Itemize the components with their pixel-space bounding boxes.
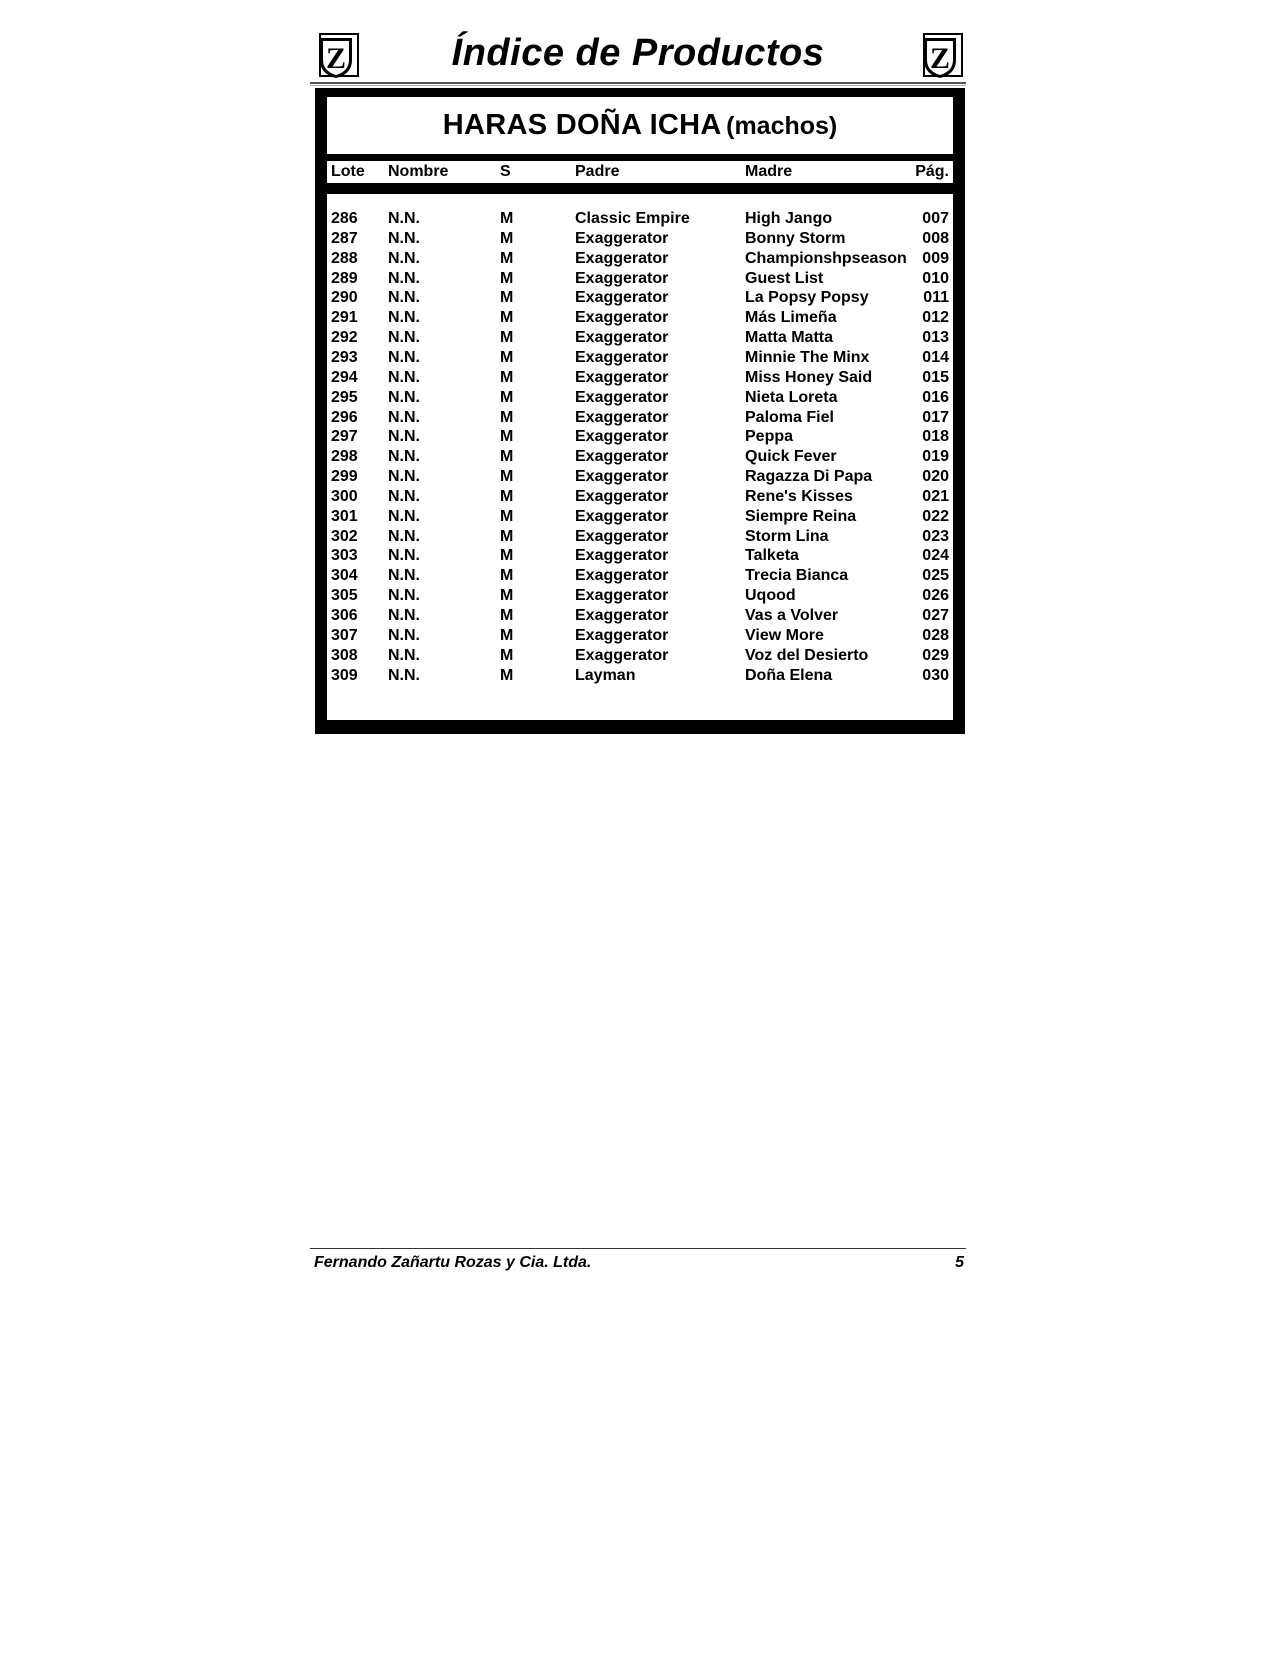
- cell-sexo: M: [500, 329, 514, 347]
- cell-nombre: N.N.: [388, 329, 420, 347]
- cell-padre: Layman: [575, 666, 636, 684]
- table-row: [327, 585, 953, 606]
- cell-madre: Paloma Fiel: [745, 408, 834, 426]
- cell-pagina: 028: [922, 626, 949, 644]
- cell-sexo: M: [500, 607, 514, 624]
- cell-sexo: M: [500, 626, 514, 644]
- cell-sexo: M: [500, 666, 514, 684]
- cell-nombre: N.N.: [388, 210, 420, 227]
- table-row: [327, 665, 953, 686]
- cell-nombre: N.N.: [388, 468, 420, 486]
- cell-lote: 295: [331, 388, 358, 406]
- cell-lote: 292: [331, 329, 358, 347]
- column-header-pagina: Pág.: [915, 163, 949, 180]
- cell-padre: Exaggerator: [575, 388, 669, 406]
- column-header-nombre: Nombre: [388, 163, 449, 180]
- cell-lote: 299: [331, 468, 358, 486]
- cell-pagina: 018: [922, 428, 949, 446]
- cell-pagina: 030: [922, 666, 949, 684]
- cell-padre: Exaggerator: [575, 448, 669, 466]
- table-row: [327, 287, 953, 308]
- cell-madre: Doña Elena: [745, 666, 833, 684]
- cell-nombre: N.N.: [388, 368, 420, 386]
- column-header-lote: Lote: [331, 163, 365, 180]
- cell-sexo: M: [500, 249, 514, 267]
- cell-madre: Guest List: [745, 269, 824, 287]
- cell-lote: 305: [331, 587, 358, 605]
- cell-pagina: 025: [922, 567, 949, 585]
- cell-sexo: M: [500, 388, 514, 406]
- table-row: [327, 466, 953, 487]
- cell-madre: Siempre Reina: [745, 507, 857, 525]
- cell-nombre: N.N.: [388, 567, 420, 585]
- cell-lote: 301: [331, 507, 358, 525]
- cell-padre: Exaggerator: [575, 646, 669, 664]
- cell-pagina: 026: [922, 587, 949, 605]
- cell-pagina: 016: [922, 388, 949, 406]
- cell-nombre: N.N.: [388, 527, 420, 545]
- cell-madre: Championshpseason: [745, 249, 907, 267]
- cell-nombre: N.N.: [388, 587, 420, 605]
- page-number: 5: [955, 1254, 964, 1271]
- cell-lote: 304: [331, 567, 358, 585]
- logo-letter: Z: [929, 42, 951, 75]
- cell-nombre: N.N.: [388, 289, 420, 307]
- table-row: [327, 407, 953, 428]
- cell-madre: Uqood: [745, 587, 796, 605]
- cell-padre: Exaggerator: [575, 607, 669, 624]
- table-body: [327, 194, 953, 720]
- cell-padre: Exaggerator: [575, 329, 669, 347]
- cell-padre: Exaggerator: [575, 368, 669, 386]
- column-header-madre: Madre: [745, 163, 793, 180]
- cell-pagina: 029: [922, 646, 949, 664]
- cell-padre: Exaggerator: [575, 547, 669, 565]
- table-row: [327, 526, 953, 547]
- cell-padre: Exaggerator: [575, 468, 669, 486]
- cell-madre: Bonny Storm: [745, 229, 846, 247]
- table-row: [327, 327, 953, 348]
- cell-lote: 298: [331, 448, 358, 466]
- table-row: [327, 565, 953, 586]
- cell-pagina: 013: [922, 329, 949, 347]
- cell-nombre: N.N.: [388, 487, 420, 505]
- index-frame: [315, 88, 965, 734]
- cell-nombre: N.N.: [388, 507, 420, 525]
- cell-lote: 291: [331, 309, 358, 327]
- cell-nombre: N.N.: [388, 448, 420, 466]
- section-title-box: [327, 97, 953, 154]
- table-row: [327, 446, 953, 467]
- cell-lote: 307: [331, 626, 358, 644]
- cell-sexo: M: [500, 229, 514, 247]
- cell-pagina: 007: [922, 210, 949, 227]
- cell-nombre: N.N.: [388, 408, 420, 426]
- table-row: [327, 645, 953, 666]
- table-row: [327, 268, 953, 289]
- cell-padre: Exaggerator: [575, 507, 669, 525]
- cell-lote: 297: [331, 428, 358, 446]
- cell-padre: Exaggerator: [575, 487, 669, 505]
- cell-sexo: M: [500, 646, 514, 664]
- cell-madre: Matta Matta: [745, 329, 834, 347]
- cell-pagina: 024: [922, 547, 949, 565]
- cell-nombre: N.N.: [388, 547, 420, 565]
- cell-padre: Exaggerator: [575, 249, 669, 267]
- cell-lote: 306: [331, 607, 358, 624]
- table-row: [327, 248, 953, 269]
- cell-lote: 296: [331, 408, 358, 426]
- cell-sexo: M: [500, 408, 514, 426]
- cell-lote: 308: [331, 646, 358, 664]
- cell-lote: 294: [331, 368, 358, 386]
- table-row: [327, 307, 953, 328]
- cell-pagina: 023: [922, 527, 949, 545]
- footer-divider: [310, 1248, 966, 1249]
- cell-madre: Voz del Desierto: [745, 646, 869, 664]
- cell-pagina: 011: [923, 289, 949, 307]
- cell-padre: Exaggerator: [575, 428, 669, 446]
- page-header: [310, 30, 966, 86]
- cell-lote: 302: [331, 527, 358, 545]
- table-row: [327, 208, 953, 229]
- cell-nombre: N.N.: [388, 626, 420, 644]
- cell-lote: 286: [331, 210, 358, 227]
- cell-lote: 287: [331, 229, 358, 247]
- cell-madre: Rene's Kisses: [745, 487, 853, 505]
- cell-nombre: N.N.: [388, 269, 420, 287]
- cell-lote: 309: [331, 666, 358, 684]
- cell-nombre: N.N.: [388, 388, 420, 406]
- cell-sexo: M: [500, 587, 514, 605]
- cell-madre: Talketa: [745, 547, 799, 565]
- cell-padre: Exaggerator: [575, 587, 669, 605]
- column-header-sexo: S: [500, 163, 511, 180]
- table-row: [327, 625, 953, 646]
- cell-sexo: M: [500, 448, 514, 466]
- cell-padre: Exaggerator: [575, 527, 669, 545]
- cell-pagina: 027: [922, 607, 949, 624]
- table-row: [327, 506, 953, 527]
- cell-nombre: N.N.: [388, 666, 420, 684]
- cell-nombre: N.N.: [388, 309, 420, 327]
- cell-sexo: M: [500, 269, 514, 287]
- table-row: [327, 426, 953, 447]
- cell-sexo: M: [500, 468, 514, 486]
- cell-padre: Exaggerator: [575, 408, 669, 426]
- cell-padre: Exaggerator: [575, 626, 669, 644]
- cell-sexo: M: [500, 289, 514, 307]
- cell-madre: Miss Honey Said: [745, 368, 873, 386]
- table-row: [327, 605, 953, 626]
- company-logo-right: [918, 32, 964, 80]
- cell-lote: 290: [331, 289, 358, 307]
- cell-lote: 293: [331, 348, 358, 366]
- cell-lote: 289: [331, 269, 358, 287]
- page-title: Índice de Productos: [451, 32, 825, 74]
- cell-sexo: M: [500, 348, 514, 366]
- cell-lote: 303: [331, 547, 358, 565]
- cell-lote: 288: [331, 249, 358, 267]
- cell-sexo: M: [500, 368, 514, 386]
- table-row: [327, 387, 953, 408]
- cell-pagina: 021: [922, 487, 949, 505]
- cell-pagina: 012: [922, 309, 949, 327]
- cell-pagina: 014: [922, 348, 949, 366]
- cell-sexo: M: [500, 309, 514, 327]
- table-row: [327, 545, 953, 566]
- cell-madre: La Popsy Popsy: [745, 289, 869, 307]
- section-title: HARAS DOÑA ICHA: [442, 109, 722, 141]
- cell-padre: Exaggerator: [575, 309, 669, 327]
- cell-nombre: N.N.: [388, 428, 420, 446]
- logo-letter: Z: [325, 42, 347, 75]
- cell-nombre: N.N.: [388, 249, 420, 267]
- cell-pagina: 015: [922, 368, 949, 386]
- column-header-padre: Padre: [575, 163, 620, 180]
- cell-madre: View More: [745, 626, 824, 644]
- cell-madre: Minnie The Minx: [745, 348, 870, 366]
- cell-padre: Exaggerator: [575, 348, 669, 366]
- cell-sexo: M: [500, 507, 514, 525]
- table-row: [327, 228, 953, 249]
- cell-sexo: M: [500, 487, 514, 505]
- cell-sexo: M: [500, 527, 514, 545]
- cell-madre: Storm Lina: [745, 527, 829, 545]
- header-divider: [310, 82, 966, 84]
- cell-nombre: N.N.: [388, 229, 420, 247]
- cell-padre: Exaggerator: [575, 289, 669, 307]
- cell-sexo: M: [500, 210, 514, 227]
- cell-pagina: 009: [922, 249, 949, 267]
- cell-madre: High Jango: [745, 210, 833, 227]
- cell-pagina: 008: [922, 229, 949, 247]
- cell-pagina: 022: [922, 507, 949, 525]
- cell-madre: Peppa: [745, 428, 794, 446]
- cell-sexo: M: [500, 428, 514, 446]
- cell-sexo: M: [500, 547, 514, 565]
- cell-lote: 300: [331, 487, 358, 505]
- cell-sexo: M: [500, 567, 514, 585]
- cell-madre: Más Limeña: [745, 309, 837, 327]
- footer-company: Fernando Zañartu Rozas y Cia. Ltda.: [314, 1254, 592, 1271]
- cell-pagina: 020: [922, 468, 949, 486]
- cell-padre: Exaggerator: [575, 567, 669, 585]
- cell-padre: Exaggerator: [575, 269, 669, 287]
- cell-madre: Trecia Bianca: [745, 567, 849, 585]
- cell-madre: Nieta Loreta: [745, 388, 838, 406]
- section-subtitle: (machos): [726, 112, 838, 140]
- cell-padre: Classic Empire: [575, 210, 690, 227]
- cell-nombre: N.N.: [388, 607, 420, 624]
- header-divider-shadow: [310, 85, 966, 86]
- cell-padre: Exaggerator: [575, 229, 669, 247]
- table-row: [327, 486, 953, 507]
- cell-madre: Vas a Volver: [745, 607, 839, 624]
- table-row: [327, 347, 953, 368]
- cell-nombre: N.N.: [388, 348, 420, 366]
- table-row: [327, 367, 953, 388]
- cell-nombre: N.N.: [388, 646, 420, 664]
- table-header: [327, 161, 953, 183]
- cell-madre: Quick Fever: [745, 448, 837, 466]
- cell-madre: Ragazza Di Papa: [745, 468, 873, 486]
- page-footer: [310, 1248, 966, 1278]
- cell-pagina: 017: [922, 408, 949, 426]
- cell-pagina: 010: [922, 269, 949, 287]
- cell-pagina: 019: [922, 448, 949, 466]
